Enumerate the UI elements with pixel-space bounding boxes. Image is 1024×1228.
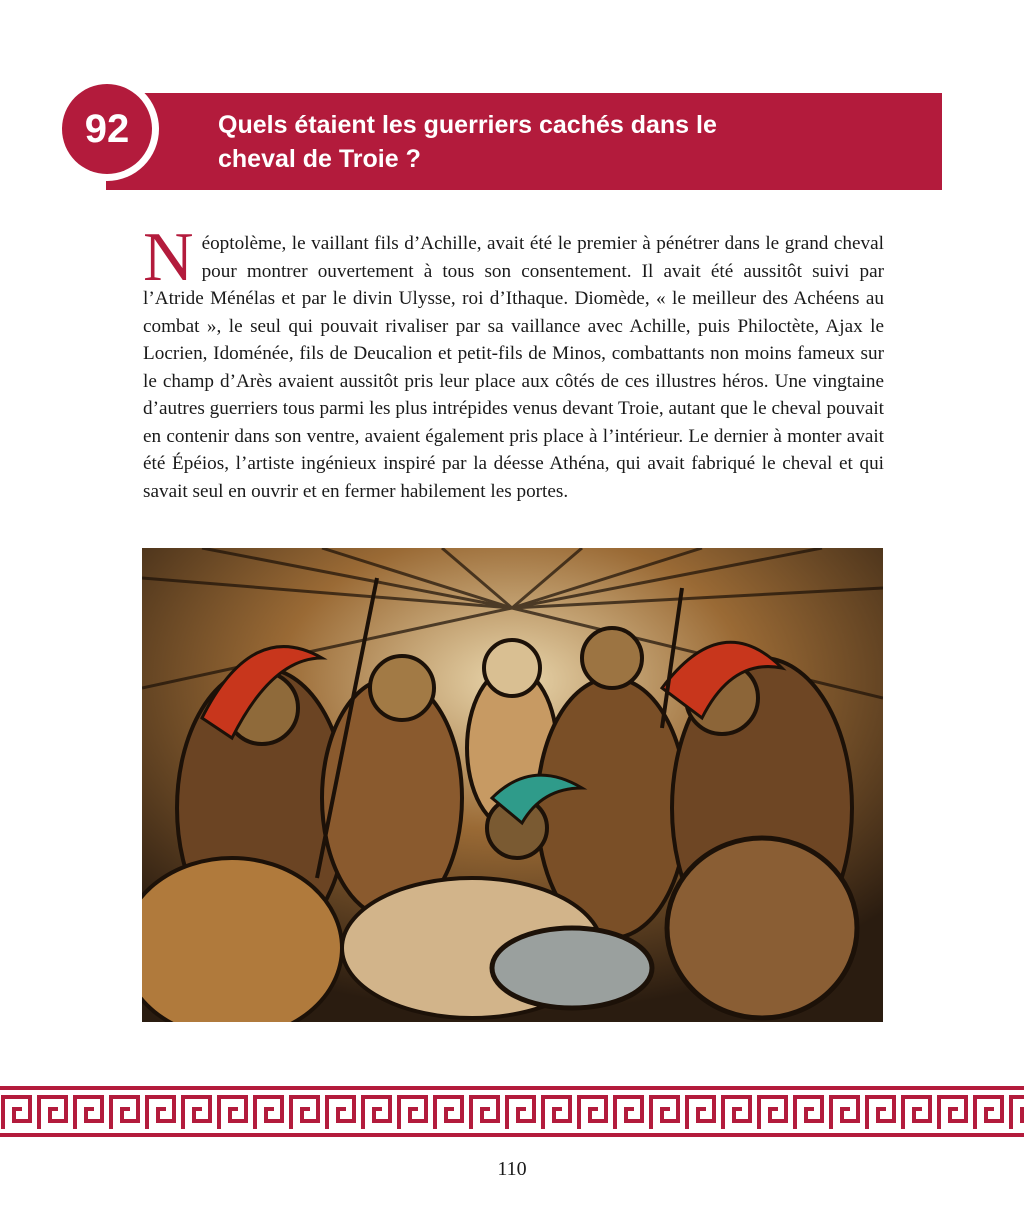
page-number: 110 bbox=[497, 1158, 527, 1180]
illustration-drawing bbox=[142, 548, 883, 1022]
drop-cap: N bbox=[143, 219, 194, 296]
question-number-badge bbox=[62, 84, 152, 174]
trojan-horse-warriors-illustration bbox=[142, 548, 883, 1022]
question-title-line-1: Quels étaient les guerriers cachés dans le bbox=[218, 111, 717, 139]
question-number: 92 bbox=[84, 106, 130, 151]
question-title bbox=[218, 108, 918, 176]
greek-key-border bbox=[0, 1083, 1024, 1140]
question-title-line-2: cheval de Troie ? bbox=[218, 145, 421, 173]
body-text: éoptolème, le vaillant fils d’Achille, avait été le premier à pénétrer dans le grand cheval pour montrer ouvertement à tous son consentement. Il avait été aussitôt suivi par l’Atride Ménélas et par le divin Ulysse, roi d’Ithaque. Diomède, « le meilleur des Achéens au combat », le seul qui pouvait rivaliser par sa vaillance avec Achille, puis Philoctète, Ajax le Locrien, Idoménée, fils de Deucalion et petit-fils de Minos, combattants non moins fameux sur le champ d’Arès avaient aussitôt pris leur place aux côtés de ces illustres héros. Une vingtaine d’autres guerriers tous parmi les plus intrépides venus devant Troie, autant que le cheval pouvait en contenir dans son ventre, avaient également pris place à l’intérieur. Le dernier à monter avait été Épéios, l’artiste ingénieux inspiré par la déesse Athéna, qui avait fabriqué le cheval et qui savait seul en ouvrir et en fermer habilement les portes. bbox=[143, 233, 884, 502]
body-paragraph bbox=[143, 219, 884, 505]
